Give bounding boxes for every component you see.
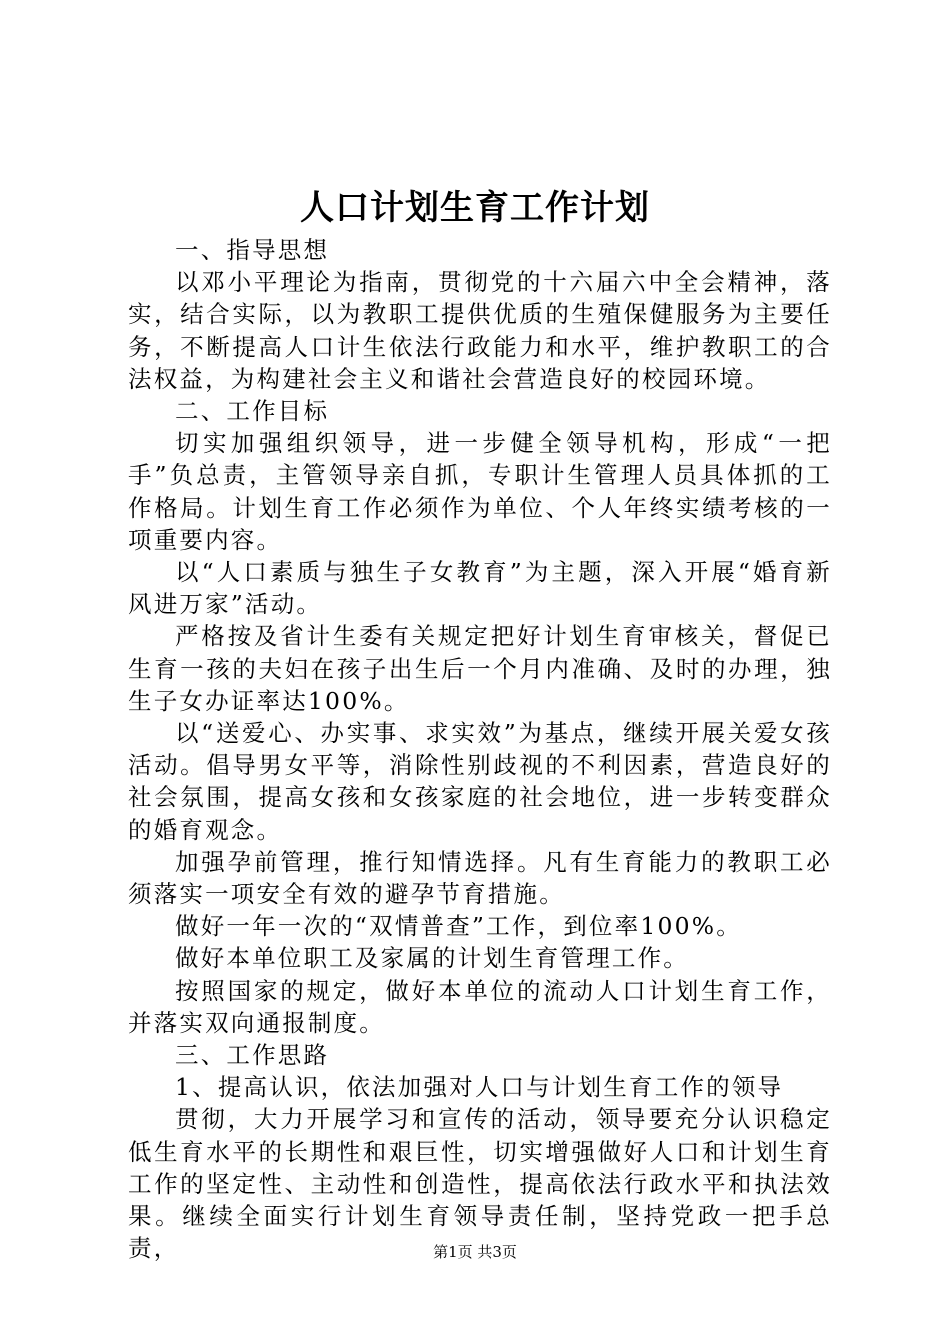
paragraph: 严格按及省计生委有关规定把好计划生育审核关，督促已生育一孩的夫妇在孩子出生后一个月内准确、及时的办理，独生子女办证率达100%。 [128, 622, 832, 715]
paragraph: 加强孕前管理，推行知情选择。凡有生育能力的教职工必须落实一项安全有效的避孕节育措施。 [128, 847, 832, 909]
paragraph: 做好一年一次的“双情普查”工作，到位率100%。 [175, 912, 743, 941]
section-heading-guiding-ideology: 一、指导思想 [175, 236, 330, 264]
paragraph: 贯彻，大力开展学习和宣传的活动，领导要充分认识稳定低生育水平的长期性和艰巨性，切实增强做好人口和计划生育工作的坚定性、主动性和创造性，提高依法行政水平和执法效果。继续全面实行计划生育领导责任制，坚持党政一把手总责， [128, 1105, 832, 1263]
paragraph: 切实加强组织领导，进一步健全领导机构，形成“一把手”负总责，主管领导亲自抓，专职计生管理人员具体抓的工作格局。计划生育工作必须作为单位、个人年终实绩考核的一项重要内容。 [128, 429, 832, 554]
paragraph: 以“人口素质与独生子女教育”为主题，深入开展“婚育新风进万家”活动。 [128, 558, 832, 619]
paragraph: 以“送爱心、办实事、求实效”为基点，继续开展关爱女孩活动。倡导男女平等，消除性别歧视的不利因素，营造良好的社会氛围，提高女孩和女孩家庭的社会地位，进一步转变群众的婚育观念。 [128, 719, 832, 844]
section-heading-work-approach: 三、工作思路 [175, 1041, 330, 1070]
document-title: 人口计划生育工作计划 [300, 188, 650, 228]
paragraph: 做好本单位职工及家属的计划生育管理工作。 [175, 944, 689, 973]
page-number-footer: 第1页 共3页 [433, 1243, 517, 1261]
document-body [128, 234, 832, 1265]
subsection-heading: 1、提高认识，依法加强对人口与计划生育工作的领导 [175, 1073, 784, 1102]
paragraph: 以邓小平理论为指南，贯彻党的十六届六中全会精神，落实，结合实际，以为教职工提供优质的生殖保健服务为主要任务，不断提高人口计生依法行政能力和水平，维护教职工的合法权益，为构建社会主义和谐社会营造良好的校园环境。 [128, 268, 832, 393]
paragraph: 按照国家的规定，做好本单位的流动人口计划生育工作，并落实双向通报制度。 [128, 976, 832, 1037]
section-heading-work-goals: 二、工作目标 [175, 397, 330, 426]
